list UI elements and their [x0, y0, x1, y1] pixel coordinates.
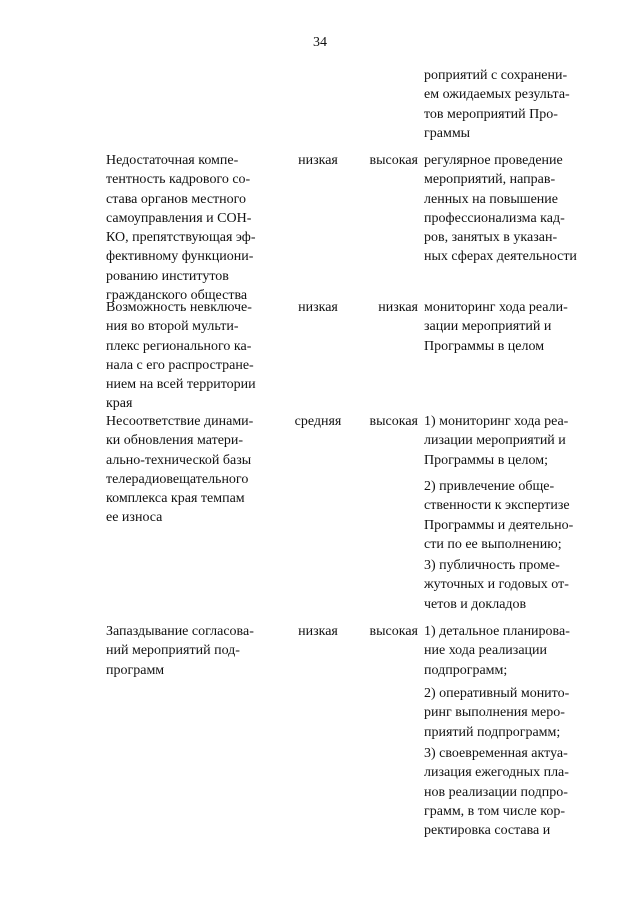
text-line: ние хода реализации	[424, 643, 548, 659]
text-line: ее износа	[106, 510, 163, 526]
text-line: нием на всей территории	[106, 377, 256, 393]
probability-value: средняя	[294, 414, 342, 429]
text-line: грамм, в том числе кор-	[424, 803, 566, 819]
text-line: КО, препятствующая эф-	[106, 230, 256, 246]
text-line: Недостаточная компе-	[106, 153, 239, 168]
risk-probability	[276, 622, 360, 641]
impact-value: высокая	[369, 624, 418, 639]
measure-paragraph	[424, 684, 569, 742]
measure-paragraph	[424, 151, 577, 267]
text-line: ректировка состава и	[424, 823, 551, 839]
measure-paragraph	[424, 744, 569, 840]
text-line: граммы	[424, 125, 471, 141]
text-line: подпрограмм;	[424, 662, 508, 678]
risk-probability	[276, 298, 360, 317]
text-line: лизация ежегодных пла-	[424, 765, 569, 781]
text-line: 3) публичность проме-	[424, 558, 560, 573]
text-line: лизации мероприятий и	[424, 433, 566, 449]
text-line: роприятий с сохранени-	[424, 68, 568, 83]
continuation-measures	[424, 66, 596, 143]
text-line: ственности к экспертизе	[424, 498, 570, 514]
impact-value: высокая	[369, 153, 418, 168]
text-line: комплекса края темпам	[106, 491, 245, 507]
text-line: фективному функциони-	[106, 249, 254, 265]
text-line: Несоответствие динами-	[106, 414, 254, 429]
text-line: 1) мониторинг хода реа-	[424, 414, 569, 429]
text-line: 1) детальное планирова-	[424, 624, 570, 639]
text-line: ринг выполнения меро-	[424, 705, 565, 721]
text-line: 2) оперативный монито-	[424, 686, 570, 701]
text-line: ки обновления матери-	[106, 433, 244, 449]
text-line: тентность кадрового со-	[106, 172, 251, 188]
text-line: става органов местного	[106, 191, 247, 207]
text-line: ний мероприятий под-	[106, 643, 240, 659]
text-line: тов мероприятий Про-	[424, 106, 558, 122]
text-line: Программы в целом	[424, 338, 545, 354]
text-line: четов и докладов	[424, 596, 527, 612]
text-line: плекс регионального ка-	[106, 338, 252, 354]
text-line: жуточных и годовых от-	[424, 577, 569, 593]
text-line: Программы и деятельно-	[424, 517, 574, 533]
text-line: телерадиовещательного	[106, 471, 249, 487]
text-line: ров, занятых в указан-	[424, 230, 558, 246]
text-line: самоуправления и СОН-	[106, 210, 252, 226]
risk-probability	[276, 412, 360, 431]
probability-value: низкая	[298, 624, 338, 639]
text-line: 2) привлечение обще-	[424, 479, 555, 494]
text-line: мониторинг хода реали-	[424, 300, 568, 315]
text-line: мероприятий, направ-	[424, 172, 556, 188]
text-line: сти по ее выполнению;	[424, 536, 562, 552]
text-line: зации мероприятий и	[424, 319, 552, 335]
text-line: рованию институтов	[106, 268, 229, 284]
text-line: профессионализма кад-	[424, 210, 565, 226]
measure-paragraph	[424, 412, 568, 470]
measure-paragraph	[424, 477, 573, 554]
measure-paragraph	[424, 556, 569, 614]
risk-description	[106, 298, 278, 414]
text-line: гражданского общества	[106, 288, 248, 304]
probability-value: низкая	[298, 300, 338, 315]
text-line: нала с его распростране-	[106, 357, 254, 373]
risk-impact	[356, 298, 418, 317]
text-line: приятий подпрограмм;	[424, 724, 561, 740]
risk-description	[106, 412, 278, 528]
text-line: ем ожидаемых результа-	[424, 87, 570, 103]
risk-impact	[356, 622, 418, 641]
risk-probability	[276, 151, 360, 170]
measure-paragraph	[424, 622, 570, 680]
impact-value: низкая	[378, 300, 418, 315]
impact-value: высокая	[369, 414, 418, 429]
text-line: Возможность невключе-	[106, 300, 252, 315]
measure-paragraph	[424, 298, 568, 356]
text-line: края	[106, 396, 133, 412]
risk-description	[106, 622, 278, 680]
text-line: ленных на повышение	[424, 191, 558, 207]
text-line: ных сферах деятельности	[424, 249, 577, 265]
text-line: ния во второй мульти-	[106, 319, 239, 335]
text-line: ально-технической базы	[106, 452, 252, 468]
text-line: 3) своевременная актуа-	[424, 746, 568, 761]
text-line: Запаздывание согласова-	[106, 624, 254, 639]
risk-impact	[356, 151, 418, 170]
risk-impact	[356, 412, 418, 431]
page-number: 34	[313, 35, 327, 50]
text-line: программ	[106, 662, 165, 678]
text-line: Программы в целом;	[424, 452, 548, 468]
text-line: нов реализации подпро-	[424, 784, 568, 800]
probability-value: низкая	[298, 153, 338, 168]
risk-description	[106, 151, 278, 305]
text-line: регулярное проведение	[424, 153, 563, 168]
